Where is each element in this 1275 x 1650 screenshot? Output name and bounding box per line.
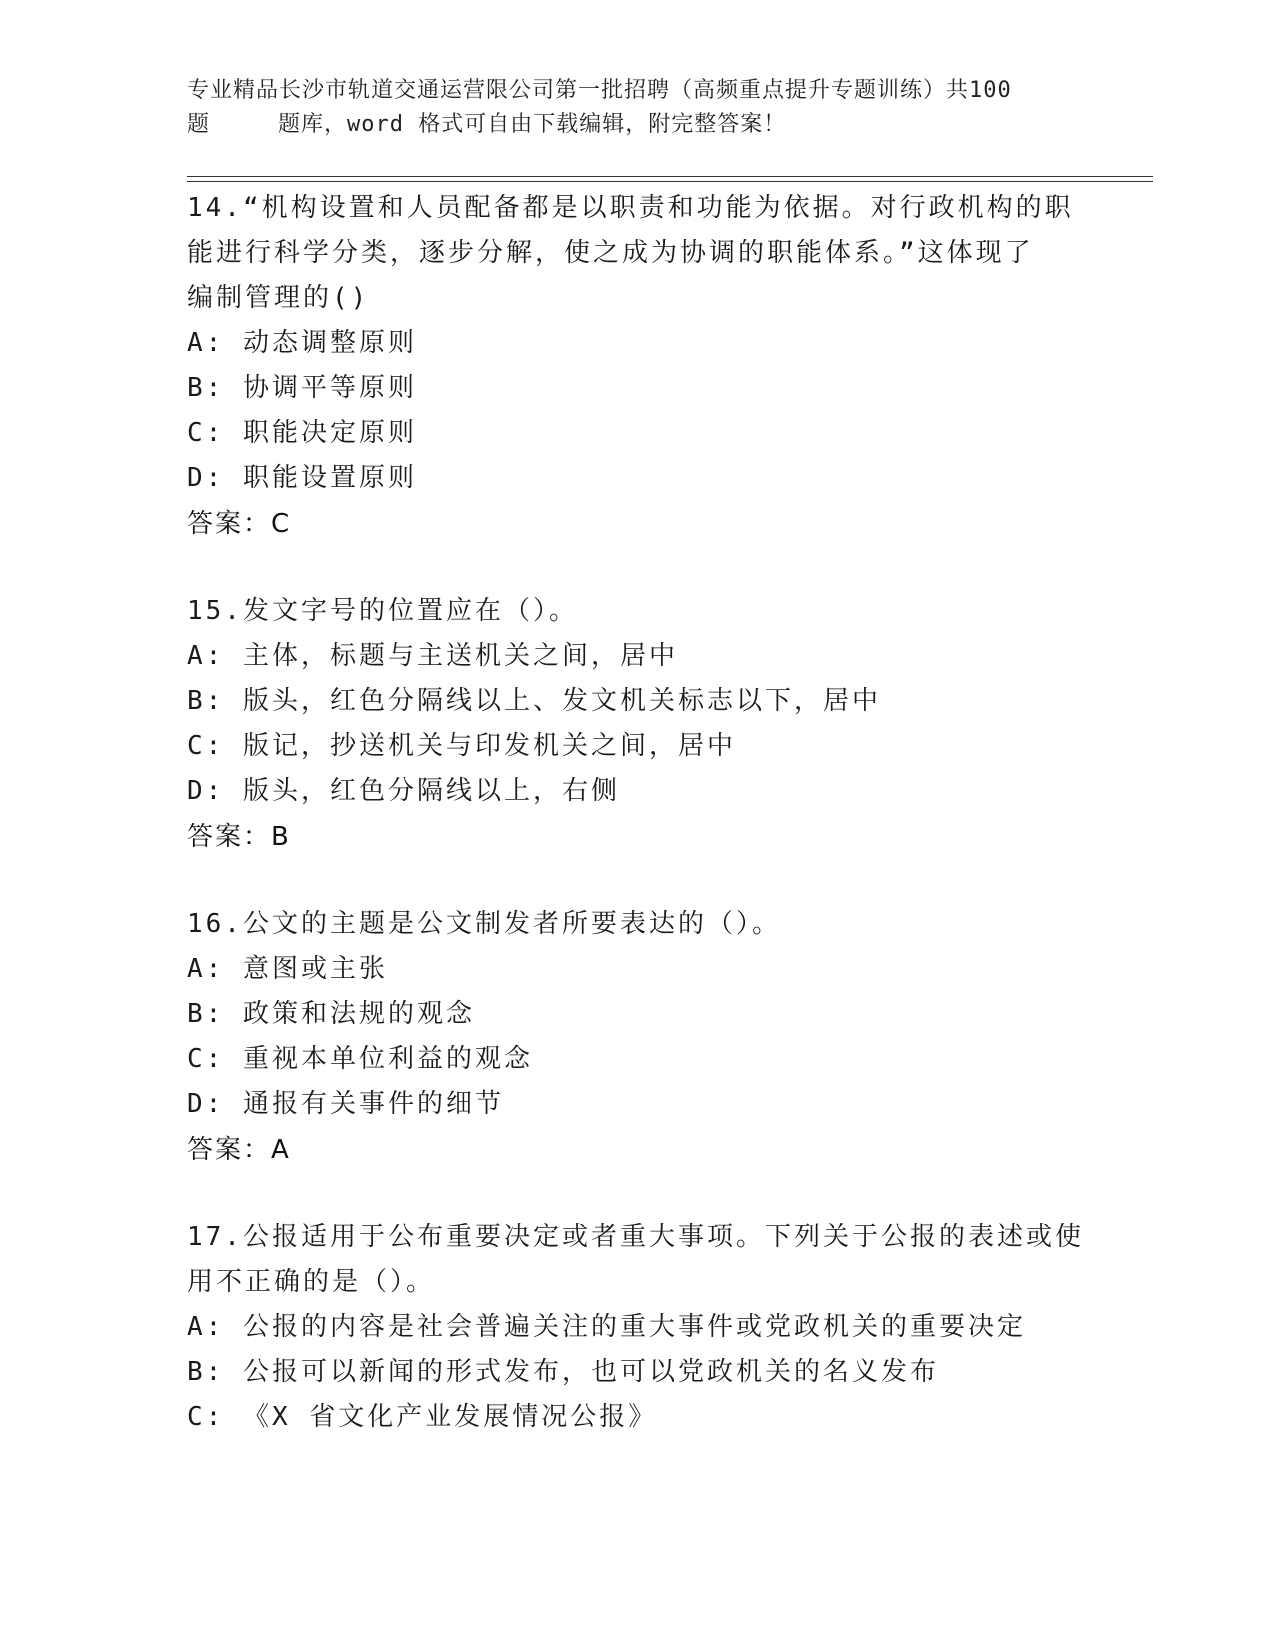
header-divider-bottom [187,181,1153,182]
question-stem-line: 14.“机构设置和人员配备都是以职责和功能为依据。对行政机构的职 [187,193,1074,223]
question-stem-line: 能进行科学分类，逐步分解，使之成为协调的职能体系。”这体现了 [187,238,1034,268]
question-17 [187,1215,1087,1440]
option-d: D: 职能设置原则 [187,463,417,493]
answer-line: 答案：A [187,1135,291,1165]
header-title-line2-end: 题库，word 格式可自由下载编辑，附完整答案！ [278,112,787,137]
question-stem-line: 用不正确的是（）。 [187,1267,436,1297]
option-c: C: 职能决定原则 [187,418,417,448]
header-title-line2-start: 题 [187,112,211,137]
option-b: B: 协调平等原则 [187,373,417,403]
question-stem-line: 15.发文字号的位置应在（）。 [187,596,578,626]
option-a: A: 公报的内容是社会普遍关注的重大事件或党政机关的重要决定 [187,1312,1026,1342]
page-header [187,74,1077,142]
option-a: A: 主体，标题与主送机关之间，居中 [187,641,678,671]
question-15 [187,589,1087,860]
option-c: C: 重视本单位利益的观念 [187,1044,533,1074]
question-stem-line: 编制管理的() [187,283,370,313]
question-stem-line: 16.公文的主题是公文制发者所要表达的（）。 [187,909,781,939]
answer-line: 答案：C [187,509,292,539]
header-title-line1: 专业精品长沙市轨道交通运营限公司第一批招聘（高频重点提升专题训练）共100 [187,78,1012,103]
question-14 [187,186,1087,547]
option-b: B: 公报可以新闻的形式发布，也可以党政机关的名义发布 [187,1357,939,1387]
question-stem-line: 17.公报适用于公布重要决定或者重大事项。下列关于公报的表述或使 [187,1222,1084,1252]
option-d: D: 通报有关事件的细节 [187,1089,504,1119]
option-a: A: 意图或主张 [187,954,388,984]
option-b: B: 版头，红色分隔线以上、发文机关标志以下，居中 [187,686,881,716]
option-b: B: 政策和法规的观念 [187,999,475,1029]
question-list [187,186,1087,1482]
question-16 [187,902,1087,1173]
option-d: D: 版头，红色分隔线以上，右侧 [187,776,620,806]
option-c: C: 版记，抄送机关与印发机关之间，居中 [187,731,736,761]
option-a: A: 动态调整原则 [187,328,417,358]
answer-line: 答案：B [187,822,291,852]
header-title-line2 [187,108,1077,142]
header-divider-top [187,176,1153,177]
option-c: C: 《X 省文化产业发展情况公报》 [187,1402,658,1432]
